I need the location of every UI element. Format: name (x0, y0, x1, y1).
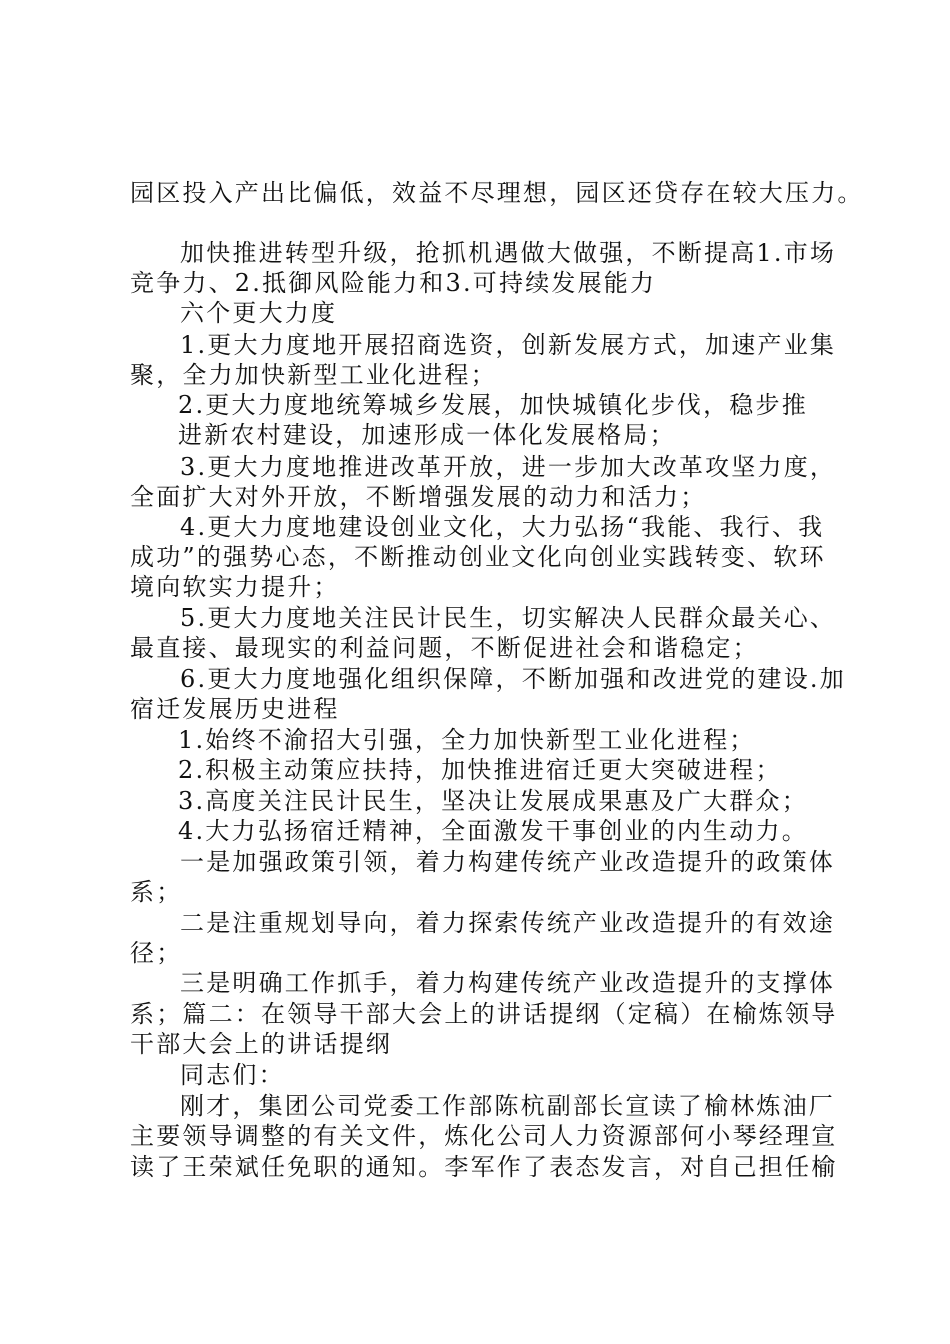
text-line: 进新农村建设，加速形成一体化发展格局； (178, 421, 676, 449)
text-line: 5.更大力度地关注民计民生，切实解决人民群众最关心、 (180, 604, 837, 632)
text-line: 加快推进转型升级，抢抓机遇做大做强，不断提高1.市场 (180, 239, 837, 267)
text-line: 三是明确工作抓手，着力构建传统产业改造提升的支撑体 (180, 969, 835, 997)
text-line: 2.积极主动策应扶持，加快推进宿迁更大突破进程； (178, 756, 782, 784)
text-line: 读了王荣斌任免职的通知。李军作了表态发言，对自己担任榆 (130, 1153, 838, 1181)
text-line: 一是加强政策引领，着力构建传统产业改造提升的政策体 (180, 848, 835, 876)
text-line: 6.更大力度地强化组织保障，不断加强和改进党的建设.加 (180, 665, 846, 693)
text-line: 二是注重规划导向，着力探索传统产业改造提升的有效途 (180, 909, 835, 937)
text-line: 4.更大力度地建设创业文化，大力弘扬“我能、我行、我 (180, 513, 825, 541)
text-line: 竞争力、2.抵御风险能力和3.可持续发展能力 (130, 269, 657, 297)
text-line: 境向软实力提升； (130, 573, 340, 601)
text-line: 主要领导调整的有关文件，炼化公司人力资源部何小琴经理宣 (130, 1122, 838, 1150)
text-line: 宿迁发展历史进程 (130, 695, 340, 723)
text-line: 成功”的强势心态，不断推动创业文化向创业实践转变、软环 (130, 543, 826, 571)
text-line: 4.大力弘扬宿迁精神，全面激发干事创业的内生动力。 (178, 817, 808, 845)
text-line: 同志们： (180, 1061, 285, 1089)
text-line: 全面扩大对外开放，不断增强发展的动力和活力； (130, 483, 707, 511)
text-line: 1.更大力度地开展招商选资，创新发展方式，加速产业集 (180, 331, 837, 359)
text-line: 3.更大力度地推进改革开放，进一步加大改革攻坚力度， (180, 453, 837, 481)
text-line: 六个更大力度 (180, 299, 338, 327)
text-line: 园区投入产出比偏低，效益不尽理想，园区还贷存在较大压力。 (130, 179, 864, 207)
text-line: 刚才，集团公司党委工作部陈杭副部长宣读了榆林炼油厂 (180, 1092, 835, 1120)
text-line: 系； (130, 878, 183, 906)
text-line: 系；篇二：在领导干部大会上的讲话提纲（定稿）在榆炼领导 (130, 1000, 838, 1028)
text-line: 3.高度关注民计民生，坚决让发展成果惠及广大群众； (178, 787, 808, 815)
text-line: 1.始终不渝招大引强，全力加快新型工业化进程； (178, 726, 756, 754)
text-line: 2.更大力度地统筹城乡发展，加快城镇化步伐，稳步推 (178, 391, 808, 419)
text-line: 最直接、最现实的利益问题，不断促进社会和谐稳定； (130, 634, 759, 662)
text-line: 径； (130, 939, 183, 967)
text-line: 干部大会上的讲话提纲 (130, 1030, 392, 1058)
text-line: 聚，全力加快新型工业化进程； (130, 361, 497, 389)
